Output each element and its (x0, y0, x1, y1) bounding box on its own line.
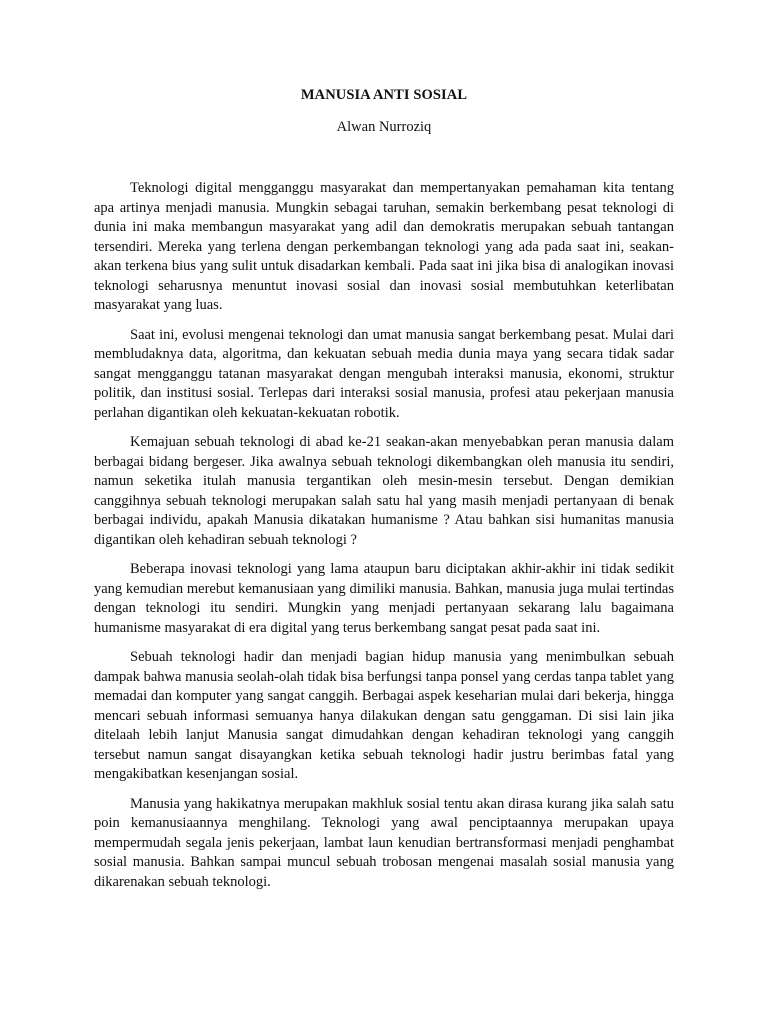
paragraph-3: Kemajuan sebuah teknologi di abad ke-21 seakan-akan menyebabkan peran manusia dalam berbagai bidang bergeser. Jika awalnya sebuah teknologi dikembangkan oleh manusia itu sendiri, namun seketika itulah manusia tergantikan oleh mesin-mesin tersebut. Dengan demikian canggihnya sebuah teknologi merupakan salah satu hal yang masih menjadi pertanyaan di benak berbagai individu, apakah Manusia dikatakan humanisme ? Atau bahkan sisi humanitas manusia digantikan oleh kehadiran sebuah teknologi ? (94, 434, 674, 548)
paragraph-5: Sebuah teknologi hadir dan menjadi bagian hidup manusia yang menimbulkan sebuah dampak bahwa manusia seolah-olah tidak bisa berfungsi tanpa ponsel yang cerdas tanpa tablet yang memadai dan komputer yang sangat canggih. Berbagai aspek keseharian mulai dari bekerja, hingga mencari sebuah informasi semuanya hanya dilakukan dengan satu genggaman. Di sisi lain jika ditelaah lebih lanjut Manusia sangat dimudahkan dengan kehadiran teknologi yang canggih tersebut namun sangat disayangkan ketika sebuah teknologi hadir justru berimbas fatal yang mengakibatkan kesenjangan sosial. (94, 649, 674, 782)
paragraph-1: Teknologi digital mengganggu masyarakat dan mempertanyakan pemahaman kita tentang apa artinya menjadi manusia. Mungkin sebagai taruhan, semakin berkembang pesat teknologi di dunia ini maka membangun masyarakat yang adil dan demokratis merupakan sebuah tantangan tersendiri. Mereka yang terlena dengan perkembangan teknologi yang ada pada saat ini, seakan-akan terkena bius yang sulit untuk disadarkan kembali. Pada saat ini jika bisa di analogikan inovasi teknologi seharusnya menuntut inovasi sosial dan inovasi sosial membutuhkan keterlibatan masyarakat yang luas. (94, 180, 674, 313)
paragraph-2: Saat ini, evolusi mengenai teknologi dan umat manusia sangat berkembang pesat. Mulai dari membludaknya data, algoritma, dan kekuatan sebuah media dunia maya yang secara tidak sadar sangat mengganggu tatanan masyarakat dengan mengubah interaksi manusia, ekonomi, struktur politik, dan institusi sosial. Terlepas dari interaksi sosial manusia, profesi atau pekerjaan manusia perlahan digantikan oleh kekuatan-kekuatan robotik. (94, 326, 674, 421)
paragraph-4: Beberapa inovasi teknologi yang lama ataupun baru diciptakan akhir-akhir ini tidak sedikit yang kemudian merebut kemanusiaan yang dimiliki manusia. Bahkan, manusia juga mulai tertindas dengan teknologi itu sendiri. Mungkin yang menjadi pertanyaan sekarang lalu bagaimana humanisme masyarakat di era digital yang terus berkembang sangat pesat pada saat ini. (94, 561, 674, 636)
document-author: Alwan Nurroziq (336, 119, 432, 135)
document-title: MANUSIA ANTI SOSIAL (300, 87, 468, 103)
paragraph-6: Manusia yang hakikatnya merupakan makhluk sosial tentu akan dirasa kurang jika salah satu poin kemanusiaannya menghilang. Teknologi yang awal penciptaannya merupakan upaya mempermudah segala jenis pekerjaan, lambat laun kenudian bertransformasi menjadi penghambat sosial manusia. Bahkan sampai muncul sebuah trobosan mengenai masalah sosial manusia yang dikarenakan sebuah teknologi. (94, 795, 674, 890)
document-body (94, 179, 674, 902)
